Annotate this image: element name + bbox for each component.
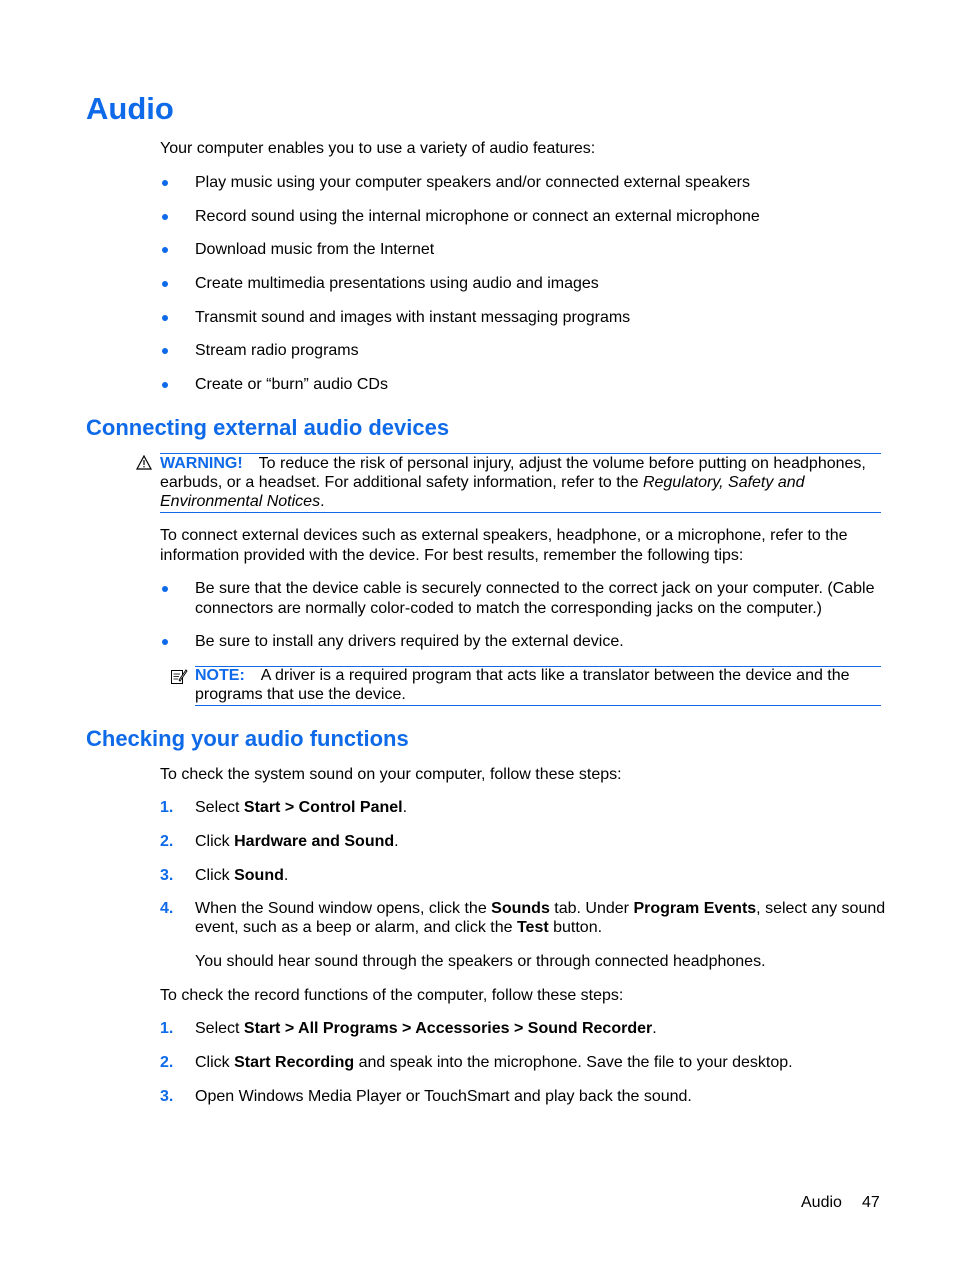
warning-line-2 bbox=[160, 473, 805, 492]
step-result: You should hear sound through the speakers or through connected headphones. bbox=[195, 953, 766, 970]
warning-doc-title: Regulatory, Safety and bbox=[642, 474, 805, 491]
step-text: Open Windows Media Player or TouchSmart and play back the sound. bbox=[195, 1088, 692, 1105]
step-text-part: button. bbox=[548, 919, 603, 936]
warning-line-3 bbox=[160, 492, 325, 511]
list-item-text: Create multimedia presentations using audio and images bbox=[195, 275, 599, 292]
section-heading-connecting: Connecting external audio devices bbox=[86, 415, 450, 440]
note-line-1 bbox=[195, 666, 850, 685]
list-item-text: Be sure to install any drivers required by the external device. bbox=[195, 633, 624, 650]
step-text-part: Click bbox=[195, 833, 235, 850]
step-text bbox=[195, 1019, 657, 1038]
ui-path: Sound bbox=[234, 867, 284, 884]
bullet-icon bbox=[162, 281, 168, 287]
step-text-part: tab. Under bbox=[549, 900, 634, 917]
list-item-text: connectors are normally color-coded to match the corresponding jacks on the computer.) bbox=[195, 600, 822, 617]
step-text-part: . bbox=[394, 833, 399, 850]
step-text-part: . bbox=[652, 1020, 657, 1037]
ui-path: Start Recording bbox=[234, 1054, 355, 1071]
bullet-icon bbox=[162, 315, 168, 321]
step-text-part: Click bbox=[195, 1054, 235, 1071]
step-text bbox=[195, 899, 885, 918]
step-text-part: event, such as a beep or alarm, and click the bbox=[195, 919, 517, 936]
list-item-text: Be sure that the device cable is securely connected to the correct jack on your computer. (Cable bbox=[195, 580, 875, 597]
list-item-text: Record sound using the internal microphone or connect an external microphone bbox=[195, 208, 760, 225]
warning-text: earbuds, or a headset. For additional safety information, refer to the bbox=[160, 474, 643, 491]
step-text bbox=[195, 866, 288, 885]
bullet-icon bbox=[162, 214, 168, 220]
step-number: 1. bbox=[160, 799, 174, 816]
list-item-text: Download music from the Internet bbox=[195, 241, 435, 258]
list-item-text: Play music using your computer speakers and/or connected external speakers bbox=[195, 174, 750, 191]
step-number: 4. bbox=[160, 900, 174, 917]
bullet-icon bbox=[162, 348, 168, 354]
section-heading-checking: Checking your audio functions bbox=[86, 726, 409, 751]
step-number: 3. bbox=[160, 867, 174, 884]
warning-doc-title: Environmental Notices bbox=[160, 493, 321, 510]
ui-path: Start > Control Panel bbox=[243, 799, 403, 816]
step-text-part: , select any sound bbox=[756, 900, 886, 917]
ui-path: Start > All Programs > Accessories > Sound Recorder bbox=[243, 1020, 653, 1037]
page-title: Audio bbox=[86, 91, 174, 126]
step-text-part: Select bbox=[195, 799, 244, 816]
step-number: 1. bbox=[160, 1020, 174, 1037]
check-sound-intro: To check the system sound on your computer, follow these steps: bbox=[160, 766, 622, 783]
note-bottom-rule bbox=[195, 705, 881, 706]
step-text-part: Select bbox=[195, 1020, 244, 1037]
note-label: NOTE: bbox=[195, 667, 245, 684]
page-number: 47 bbox=[862, 1194, 880, 1211]
step-number: 3. bbox=[160, 1088, 174, 1105]
bullet-icon bbox=[162, 586, 168, 592]
ui-path: Test bbox=[516, 919, 549, 936]
warning-triangle-icon bbox=[136, 455, 152, 475]
list-item-text: Create or “burn” audio CDs bbox=[195, 376, 388, 393]
bullet-icon bbox=[162, 382, 168, 388]
step-text bbox=[195, 918, 602, 937]
bullet-icon bbox=[162, 180, 168, 186]
note-text: A driver is a required program that acts like a translator between the device and the bbox=[260, 667, 850, 684]
connect-paragraph-line-1: To connect external devices such as external speakers, headphone, or a microphone, refer to the bbox=[160, 527, 848, 544]
step-text-part: . bbox=[283, 867, 289, 884]
connect-paragraph-line-2: information provided with the device. For best results, remember the following tips: bbox=[160, 547, 744, 564]
check-record-intro: To check the record functions of the computer, follow these steps: bbox=[160, 987, 624, 1004]
warning-label: WARNING! bbox=[160, 455, 243, 472]
intro-text: Your computer enables you to use a variety of audio features: bbox=[160, 140, 596, 157]
note-pad-icon bbox=[170, 668, 188, 690]
step-number: 2. bbox=[160, 833, 174, 850]
step-text-part: and speak into the microphone. Save the file to your desktop. bbox=[354, 1054, 793, 1071]
warning-text: . bbox=[320, 493, 325, 510]
step-text bbox=[195, 1053, 793, 1072]
step-number: 2. bbox=[160, 1054, 174, 1071]
footer-section-label: Audio bbox=[801, 1194, 842, 1211]
ui-path: Program Events bbox=[633, 900, 757, 917]
step-text-part: Click bbox=[195, 867, 235, 884]
ui-path: Sounds bbox=[491, 900, 550, 917]
warning-text: To reduce the risk of personal injury, adjust the volume before putting on headphones, bbox=[258, 455, 866, 472]
bullet-icon bbox=[162, 247, 168, 253]
step-text-part: . bbox=[402, 799, 408, 816]
warning-bottom-rule bbox=[160, 512, 881, 513]
step-text-part: When the Sound window opens, click the bbox=[195, 900, 492, 917]
list-item-text: Stream radio programs bbox=[195, 342, 359, 359]
bullet-icon bbox=[162, 639, 168, 645]
step-text bbox=[195, 832, 399, 851]
note-line-2: programs that use the device. bbox=[195, 686, 406, 703]
step-text bbox=[195, 798, 407, 817]
ui-path: Hardware and Sound bbox=[234, 833, 395, 850]
list-item-text: Transmit sound and images with instant messaging programs bbox=[195, 309, 631, 326]
warning-line-1 bbox=[160, 454, 866, 473]
